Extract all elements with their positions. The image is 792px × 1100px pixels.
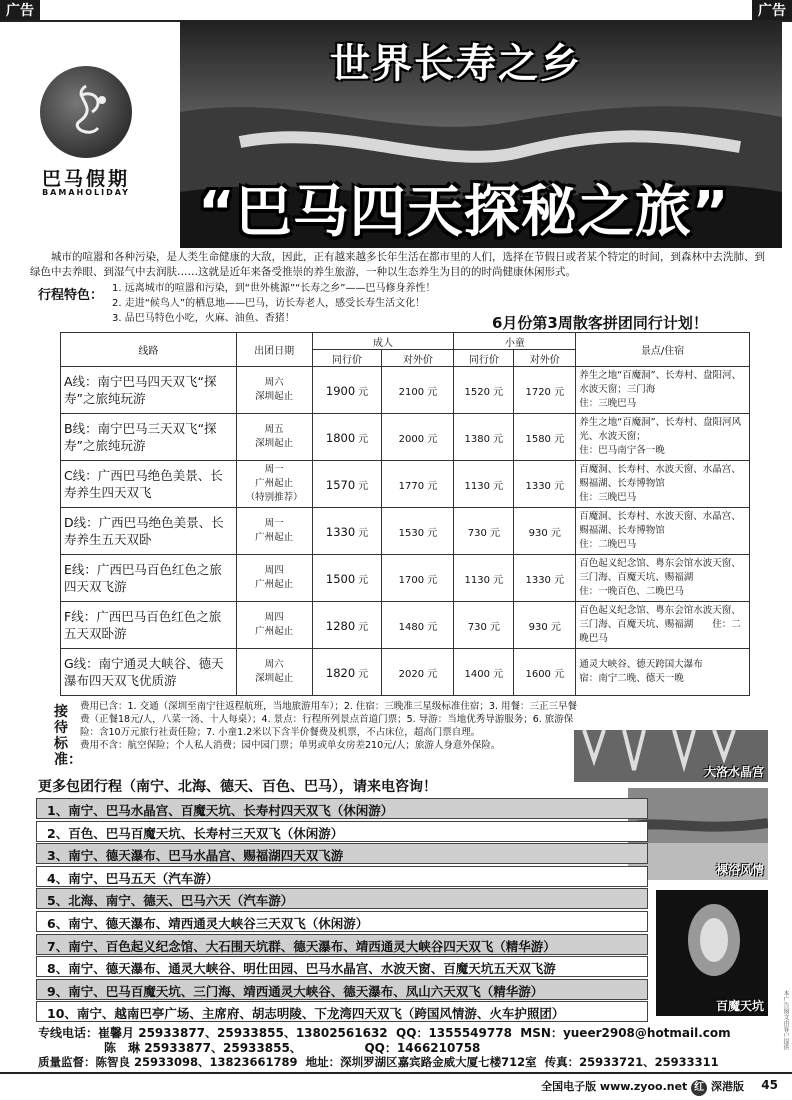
route-scenic: [576, 414, 750, 461]
contact-person: 陈 琳: [104, 1041, 141, 1055]
image-label: 裸浴风情: [715, 863, 764, 877]
child-peer-price: [454, 649, 514, 696]
route-name-text: C线：广西巴马绝色美景、长寿养生四天双飞: [64, 468, 223, 500]
adult-peer-price-text: 1330: [325, 524, 356, 539]
route-date-text: 周一 广州起止: [255, 518, 294, 543]
package-item: 7、南宁、百色起义纪念馆、大石围天坑群、德天瀑布、靖西通灵大峡谷四天双飞（精华游）: [36, 934, 648, 955]
child-retail-price-text: 1580 元: [525, 433, 565, 445]
image-label: 大洛水晶宫: [703, 765, 764, 779]
adult-retail-price: [382, 649, 454, 696]
price-unit: 元: [358, 386, 369, 398]
adult-peer-price-text: 1570: [325, 477, 356, 492]
child-retail-price: [514, 508, 576, 555]
route-row: [61, 649, 750, 696]
adult-peer-price-text: 1800: [325, 430, 356, 445]
child-retail-price-text: 1600 元: [525, 668, 565, 680]
child-retail-price: [514, 461, 576, 508]
adult-retail-price-text: 1480 元: [398, 621, 438, 633]
route-scenic-text: 百色起义纪念馆、粤东会馆水波天窗、三门海、百魔天坑、赐福湖 住：一晚百色、二晚巴马: [579, 558, 741, 597]
route-name-text: G线：南宁通灵大峡谷、德天瀑布四天双飞优质游: [64, 656, 224, 688]
route-name: [61, 508, 237, 555]
route-scenic-text: 百魔洞、长寿村、水波天窗、水晶宫、赐福湖、长寿博物馆 住：二晚巴马: [579, 511, 741, 550]
route-scenic: [576, 367, 750, 414]
route-name-text: E线：广西巴马百色红色之旅 四天双飞游: [64, 562, 222, 594]
route-name-text: D线：广西巴马绝色美景、长寿养生五天双卧: [64, 515, 224, 547]
hero-banner: [0, 22, 782, 248]
child-peer-price: [454, 602, 514, 649]
adult-retail-price: [382, 367, 454, 414]
th-route: 线路: [61, 333, 237, 367]
route-row: [61, 461, 750, 508]
excluded-text: 费用不含：航空保险；个人私人消费；园中园门票；单男或单女房差210元/人；旅游人身意外保险。: [80, 740, 501, 751]
route-row: [61, 602, 750, 649]
child-peer-price: [454, 367, 514, 414]
adult-peer-price-text: 1900: [325, 383, 356, 398]
routes-table: [60, 332, 750, 696]
child-retail-price-text: 1720 元: [525, 386, 565, 398]
footer-site: 全国电子版 www.zyoo.net: [541, 1080, 688, 1093]
route-scenic: [576, 461, 750, 508]
address: 深圳罗湖区嘉宾路金威大厦七楼712室: [340, 1055, 537, 1069]
footer-badge: 红: [691, 1080, 707, 1096]
route-row: [61, 508, 750, 555]
package-item: 6、南宁、德天瀑布、靖西通灵大峡谷三天双飞（休闲游）: [36, 911, 648, 932]
route-date: [236, 367, 312, 414]
child-peer-price: [454, 508, 514, 555]
route-row: [61, 414, 750, 461]
page-number: 45: [761, 1078, 778, 1092]
contact-phone: 25933877、25933855、13802561632: [138, 1026, 388, 1040]
th-child-retail: 对外价: [514, 350, 576, 367]
brand-logo-icon: [40, 66, 132, 158]
footer: [541, 1078, 744, 1096]
qq-number: 1466210758: [396, 1041, 481, 1055]
child-peer-price: [454, 461, 514, 508]
adult-retail-price: [382, 555, 454, 602]
supervisor-person: 陈智良: [95, 1055, 130, 1069]
th-date: 出团日期: [236, 333, 312, 367]
route-name: [61, 367, 237, 414]
route-scenic-text: 养生之地“百魔洞”、长寿村、盘阳河、水波天窗；三门海 住：三晚巴马: [579, 370, 742, 409]
child-peer-price: [454, 555, 514, 602]
image-cave: [656, 890, 768, 1016]
adult-retail-price-text: 2000 元: [398, 433, 438, 445]
price-unit: 元: [358, 527, 369, 539]
contact-phone: 25933877、25933855、: [144, 1041, 302, 1055]
route-date: [236, 555, 312, 602]
adult-peer-price-text: 1820: [325, 665, 356, 680]
ad-label-right: 广告: [752, 0, 792, 22]
schedule-title: 6月份第3周散客拼团同行计划！: [492, 314, 708, 332]
ad-label-left: 广告: [0, 0, 40, 22]
route-date: [236, 649, 312, 696]
route-date-text: 周六 深圳起止: [255, 377, 294, 402]
included-text: 费用已含：1. 交通（深圳至南宁往返程航班，当地旅游用车）；2. 住宿：三晚准三星级标准住宿；3. 用餐：三正三早餐费（正餐18元/人，八菜一汤、十人每桌）；4. 景点：行程所列景点首道门票；5. 导游：当地优秀导游服务；6. 旅游保险：含10万元旅行社责任险；7. 小童1.2米以下含半价餐费及机票，不占床位，超高门票自理。: [80, 701, 578, 738]
contact-line-3: [38, 1054, 719, 1070]
child-retail-price-text: 930 元: [528, 527, 561, 539]
image-bathing: [628, 788, 768, 880]
qq-label: QQ：: [364, 1041, 397, 1055]
th-adult-peer: 同行价: [312, 350, 382, 367]
adult-peer-price: [312, 461, 382, 508]
th-adult: 成人: [312, 333, 454, 350]
adult-retail-price: [382, 602, 454, 649]
child-retail-price-text: 1330 元: [525, 574, 565, 586]
brand-en: BAMAHOLIDAY: [42, 188, 130, 197]
msn-address: yueer2908@hotmail.com: [562, 1026, 731, 1040]
child-peer-price-text: 1130 元: [464, 480, 504, 492]
package-item: 9、南宁、巴马百魔天坑、三门海、靖西通灵大峡谷、德天瀑布、凤山六天双飞（精华游）: [36, 979, 648, 1000]
route-scenic: [576, 649, 750, 696]
child-retail-price: [514, 414, 576, 461]
route-scenic-text: 通灵大峡谷、德天跨国大瀑布 宿：南宁二晚、德天一晚: [579, 659, 703, 684]
child-peer-price-text: 1520 元: [464, 386, 504, 398]
side-note: 本广告图文由客户提供: [782, 990, 789, 1050]
th-adult-retail: 对外价: [382, 350, 454, 367]
footer-edition: 深港版: [711, 1080, 744, 1093]
msn-label: MSN：: [520, 1026, 563, 1040]
package-item: 10、南宁、越南巴亭广场、主席府、胡志明陵、下龙湾四天双飞（跨国风情游、火车护照团）: [36, 1001, 648, 1022]
adult-retail-price-text: 1700 元: [398, 574, 438, 586]
route-date: [236, 461, 312, 508]
route-name: [61, 649, 237, 696]
feature-item: 2. 走进“候鸟人”的栖息地——巴马，访长寿老人，感受长寿生活文化！: [112, 298, 426, 309]
brand-name: 巴马假期: [41, 168, 130, 190]
route-date-text: 周四 广州起止: [255, 565, 294, 590]
child-peer-price-text: 1380 元: [464, 433, 504, 445]
route-scenic: [576, 555, 750, 602]
route-scenic-text: 百魔洞、长寿村、水波天窗、水晶宫、赐福湖、长寿博物馆 住：三晚巴马: [579, 464, 741, 503]
route-scenic: [576, 508, 750, 555]
route-row: [61, 555, 750, 602]
th-scenic: 景点/住宿: [576, 333, 750, 367]
child-retail-price: [514, 602, 576, 649]
route-date-text: 周六 深圳起止: [255, 659, 294, 684]
supervisor-label: 质量监督：: [38, 1055, 96, 1069]
route-date-text: 周四 广州起止: [255, 612, 294, 637]
child-retail-price-text: 1330 元: [525, 480, 565, 492]
route-name: [61, 414, 237, 461]
adult-retail-price: [382, 508, 454, 555]
qq-label: QQ：: [396, 1026, 429, 1040]
child-peer-price-text: 730 元: [467, 527, 500, 539]
qq-number: 1355549778: [428, 1026, 512, 1040]
fax-label: 传真：: [544, 1055, 580, 1069]
feature-item: 3. 品巴马特色小吃，火麻、油鱼、香猪！: [112, 313, 295, 324]
supervisor-phone: 25933098、13823661789: [134, 1055, 298, 1069]
price-unit: 元: [358, 480, 369, 492]
route-date: [236, 414, 312, 461]
package-item: 4、南宁、巴马五天（汽车游）: [36, 866, 648, 887]
th-child: 小童: [454, 333, 576, 350]
route-date: [236, 508, 312, 555]
features-label: 行程特色：: [38, 288, 104, 303]
adult-retail-price-text: 1530 元: [398, 527, 438, 539]
route-date-text: 周一 广州起止 （特别推荐）: [245, 464, 303, 503]
price-unit: 元: [358, 433, 369, 445]
adult-peer-price-text: 1280: [325, 618, 356, 633]
image-crystal-palace: [574, 730, 768, 782]
child-retail-price: [514, 649, 576, 696]
route-name: [61, 461, 237, 508]
child-peer-price: [454, 414, 514, 461]
adult-peer-price: [312, 649, 382, 696]
child-peer-price-text: 730 元: [467, 621, 500, 633]
package-item: 1、南宁、巴马水晶宫、百魔天坑、长寿村四天双飞（休闲游）: [36, 798, 648, 819]
image-label: 百魔天坑: [715, 999, 764, 1013]
package-item: 5、北海、南宁、德天、巴马六天（汽车游）: [36, 888, 648, 909]
standard-label: 接待标准：: [54, 704, 82, 768]
package-item: 3、南宁、德天瀑布、巴马水晶宫、赐福湖四天双飞游: [36, 843, 648, 864]
bottom-rule: [0, 1072, 792, 1074]
route-row: [61, 367, 750, 414]
more-packages-heading: 更多包团行程（南宁、北海、德天、百色、巴马），请来电咨询！: [38, 779, 437, 795]
route-date-text: 周五 深圳起止: [255, 424, 294, 449]
intro-paragraph: 城市的喧嚣和各种污染，是人类生命健康的大敌，因此，正有越来越多长年生活在都市里的人们，选择在节假日或者某个特定的时间，到森林中去洗肺、到绿色中去养眼、到湿气中去润肤……这就是近年来备受推崇的养生旅游，一种以生态养生为目的的时尚健康休闲形式。: [30, 251, 765, 278]
address-label: 地址：: [305, 1055, 341, 1069]
price-unit: 元: [358, 668, 369, 680]
hero-title-main: 世界长寿之乡: [330, 41, 582, 87]
adult-retail-price: [382, 461, 454, 508]
route-name: [61, 602, 237, 649]
child-peer-price-text: 1400 元: [464, 668, 504, 680]
fax-number: 25933721、25933311: [579, 1055, 719, 1069]
route-date: [236, 602, 312, 649]
price-unit: 元: [358, 621, 369, 633]
child-retail-price-text: 930 元: [528, 621, 561, 633]
contact-person: 崔馨月: [98, 1026, 135, 1040]
adult-peer-price: [312, 555, 382, 602]
adult-retail-price-text: 2020 元: [398, 668, 438, 680]
adult-peer-price: [312, 367, 382, 414]
route-scenic: [576, 602, 750, 649]
price-unit: 元: [358, 574, 369, 586]
child-peer-price-text: 1130 元: [464, 574, 504, 586]
contact-label: 专线电话：: [38, 1026, 99, 1040]
adult-retail-price: [382, 414, 454, 461]
th-child-peer: 同行价: [454, 350, 514, 367]
standard-text: [80, 700, 580, 752]
adult-retail-price-text: 2100 元: [398, 386, 438, 398]
route-scenic-text: 养生之地“百魔洞”、长寿村、盘阳河风光、水波天窗； 住：巴马南宁各一晚: [579, 417, 742, 456]
feature-item: 1. 远离城市的喧嚣和污染，到“世外桃源”“长寿之乡”——巴马修身养性！: [112, 283, 436, 294]
adult-peer-price-text: 1500: [325, 571, 356, 586]
route-name: [61, 555, 237, 602]
route-name-text: F线：广西巴马百色红色之旅五天双卧游: [64, 609, 222, 641]
child-retail-price: [514, 367, 576, 414]
route-name-text: B线：南宁巴马三天双飞“探寿”之旅纯玩游: [64, 421, 217, 453]
package-item: 2、百色、巴马百魔天坑、长寿村三天双飞（休闲游）: [36, 821, 648, 842]
adult-peer-price: [312, 508, 382, 555]
adult-retail-price-text: 1770 元: [398, 480, 438, 492]
adult-peer-price: [312, 414, 382, 461]
package-item: 8、南宁、德天瀑布、通灵大峡谷、明仕田园、巴马水晶宫、水波天窗、百魔天坑五天双飞游: [36, 956, 648, 977]
child-retail-price: [514, 555, 576, 602]
route-name-text: A线：南宁巴马四天双飞“探寿”之旅纯玩游: [64, 374, 217, 406]
route-scenic-text: 百色起义纪念馆、粤东会馆水波天窗、三门海、百魔天坑、赐福湖 住：二晚巴马: [579, 605, 741, 644]
hero-title-trip: “巴马四天探秘之旅”: [198, 180, 730, 245]
adult-peer-price: [312, 602, 382, 649]
